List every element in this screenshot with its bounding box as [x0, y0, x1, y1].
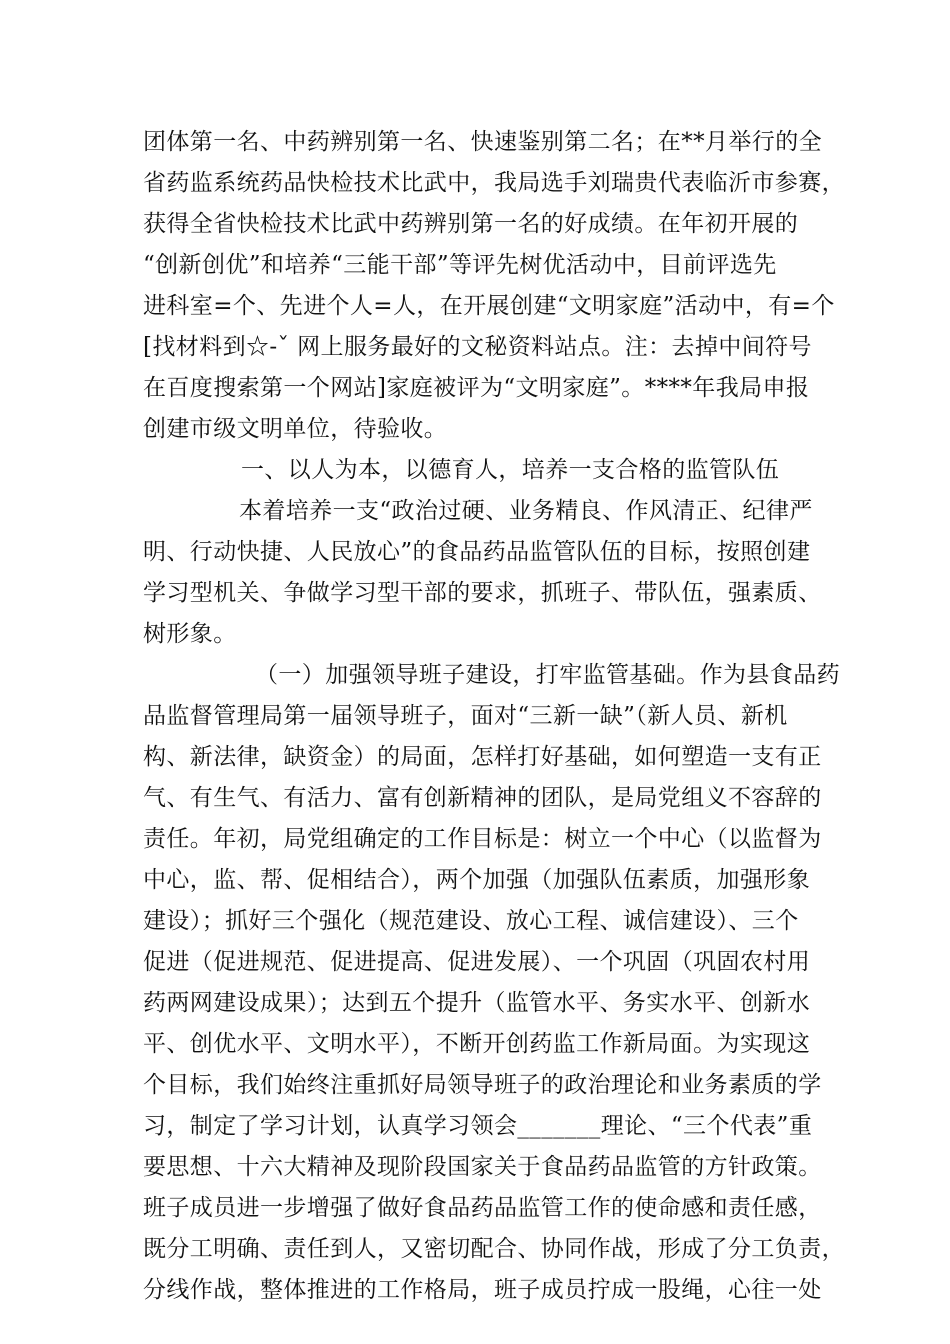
text-line: 班子成员进一步增强了做好食品药品监管工作的使命感和责任感，: [143, 1195, 822, 1221]
text-line: 品监督管理局第一届领导班子，面对“三新一缺”（新人员、新机: [143, 703, 788, 729]
text-line: 气、有生气、有活力、富有创新精神的团队，是局党组义不容辞的: [143, 785, 822, 811]
text-line: 构、新法律，缺资金）的局面，怎样打好基础，如何塑造一支有正: [143, 744, 822, 770]
paragraph-start: 本着培养一支“政治过硬、业务精良、作风清正、纪律严: [239, 498, 813, 524]
text-line: 省药监系统药品快检技术比武中，我局选手刘瑞贵代表临沂市参赛，: [143, 170, 845, 196]
text-line: 平、创优水平、文明水平），不断开创药监工作新局面。为实现这: [143, 1031, 811, 1057]
section-heading: 一、以人为本，以德育人，培养一支合格的监管队伍: [241, 457, 780, 483]
text-line: 建设）；抓好三个强化（规范建设、放心工程、诚信建设）、三个: [143, 908, 799, 934]
text-line: 促进（促进规范、促进提高、促进发展）、一个巩固（巩固农村用: [143, 949, 811, 975]
text-line: 在百度搜索第一个网站]家庭被评为“文明家庭”。****年我局申报: [143, 375, 810, 401]
text-line: [找材料到☆-ˇ 网上服务最好的文秘资料站点。注：去掉中间符号: [143, 334, 812, 360]
text-line: 习，制定了学习计划，认真学习领会_______理论、“三个代表”重: [143, 1113, 813, 1139]
text-line: “创新创优”和培养“三能干部”等评先树优活动中，目前评选先: [143, 252, 777, 278]
text-line: 分线作战，整体推进的工作格局，班子成员拧成一股绳，心往一处: [143, 1277, 822, 1303]
text-line: 中心，监、帮、促相结合），两个加强（加强队伍素质，加强形象: [143, 867, 811, 893]
text-line: 创建市级文明单位，待验收。: [143, 416, 448, 442]
text-line: 进科室=个、先进个人=人，在开展创建“文明家庭”活动中，有=个: [143, 293, 835, 319]
text-line: 学习型机关、争做学习型干部的要求，抓班子、带队伍，强素质、: [143, 580, 822, 606]
text-line: 树形象。: [143, 621, 237, 647]
text-line: 团体第一名、中药辨别第一名、快速鉴别第二名；在**月举行的全: [143, 129, 822, 155]
text-line: 要思想、十六大精神及现阶段国家关于食品药品监管的方针政策。: [143, 1154, 822, 1180]
paragraph-start: （一）加强领导班子建设，打牢监管基础。作为县食品药: [255, 662, 840, 688]
text-line: 药两网建设成果）；达到五个提升（监管水平、务实水平、创新水: [143, 990, 811, 1016]
text-line: 责任。年初，局党组确定的工作目标是：树立一个中心（以监督为: [143, 826, 822, 852]
text-line: 个目标，我们始终注重抓好局领导班子的政治理论和业务素质的学: [143, 1072, 822, 1098]
text-line: 既分工明确、责任到人，又密切配合、协同作战，形成了分工负责，: [143, 1236, 845, 1262]
text-line: 明、行动快捷、人民放心”的食品药品监管队伍的目标，按照创建: [143, 539, 811, 565]
text-line: 获得全省快检技术比武中药辨别第一名的好成绩。在年初开展的: [143, 211, 799, 237]
